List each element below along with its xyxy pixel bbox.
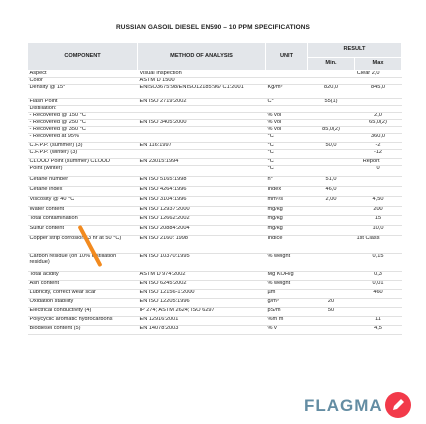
cell-result: Clear 2,0 bbox=[308, 71, 402, 78]
specifications-table bbox=[27, 42, 402, 335]
table-row bbox=[28, 299, 402, 308]
table-row bbox=[28, 71, 402, 78]
table-row bbox=[28, 326, 402, 335]
cell-min bbox=[308, 290, 355, 299]
cell-max: -12 bbox=[355, 150, 402, 159]
cell-component: Color bbox=[28, 78, 138, 85]
cell-unit: °C bbox=[266, 143, 308, 150]
cell-max: 360,0 bbox=[355, 134, 402, 143]
table-row bbox=[28, 272, 402, 281]
table-row bbox=[28, 106, 402, 113]
header-result: RESULT bbox=[308, 43, 402, 58]
cell-method: EN ISO 4264:1996 bbox=[138, 187, 266, 197]
table-row bbox=[28, 85, 402, 99]
cell-max: 0,01 bbox=[355, 281, 402, 290]
cell-component: CLOUD Point (summer) CLOUD bbox=[28, 159, 138, 166]
cell-unit: C° bbox=[266, 99, 308, 106]
cell-method bbox=[138, 127, 266, 134]
cell-unit: % weight bbox=[266, 254, 308, 272]
cell-unit: g/m³ bbox=[266, 299, 308, 308]
cell-min bbox=[308, 150, 355, 159]
cell-min bbox=[308, 120, 355, 127]
cell-max bbox=[355, 99, 402, 106]
cell-max: 845,0 bbox=[355, 85, 402, 99]
cell-method bbox=[138, 113, 266, 120]
table-row bbox=[28, 127, 402, 134]
cell-method: EN ISO 20884:2004 bbox=[138, 226, 266, 236]
cell-max: 10,0 bbox=[355, 226, 402, 236]
cell-max: 0,15 bbox=[355, 254, 402, 272]
cell-component: - Recovered @ 150 °C bbox=[28, 113, 138, 120]
watermark-text: FLAGMA bbox=[304, 396, 383, 415]
cell-min: 55(1) bbox=[308, 99, 355, 106]
cell-max bbox=[355, 106, 402, 113]
cell-unit: % v bbox=[266, 326, 308, 335]
cell-method: ENISO3675:98/ENISO12185:96/ C1:2001 bbox=[138, 85, 266, 99]
header-unit: UNIT bbox=[266, 43, 308, 71]
cell-unit: % weight bbox=[266, 281, 308, 290]
cell-min bbox=[308, 272, 355, 281]
cell-component: Ash content bbox=[28, 281, 138, 290]
cell-max bbox=[355, 308, 402, 317]
cell-unit: Index bbox=[266, 187, 308, 197]
cell-min: 50 bbox=[308, 308, 355, 317]
table-row bbox=[28, 290, 402, 299]
table-row bbox=[28, 254, 402, 272]
table-row bbox=[28, 308, 402, 317]
cell-min bbox=[308, 106, 355, 113]
cell-component: - Recovered @ 350 °C bbox=[28, 127, 138, 134]
cell-min: 20 bbox=[308, 299, 355, 308]
table-row bbox=[28, 159, 402, 166]
cell-method bbox=[138, 150, 266, 159]
table-row bbox=[28, 134, 402, 143]
cell-unit: °C bbox=[266, 159, 308, 166]
table-row bbox=[28, 166, 402, 177]
cell-component: Aspect bbox=[28, 71, 138, 78]
cell-unit: mg/kg bbox=[266, 216, 308, 226]
cell-unit bbox=[266, 106, 308, 113]
cell-component: Copper strip corrosion (3 hr at 50 °C) bbox=[28, 236, 138, 254]
cell-component: Cetane index bbox=[28, 187, 138, 197]
cell-method bbox=[138, 106, 266, 113]
cell-min bbox=[308, 317, 355, 326]
table-row bbox=[28, 120, 402, 127]
cell-method: EN ISO 12205:1996 bbox=[138, 299, 266, 308]
table-row bbox=[28, 78, 402, 85]
cell-method: EN ISO 3405:2000 bbox=[138, 120, 266, 127]
cell-method: EN ISO 12156-1:2000 bbox=[138, 290, 266, 299]
cell-unit: mg/kg bbox=[266, 207, 308, 216]
cell-component: Total acidity bbox=[28, 272, 138, 281]
cell-min bbox=[308, 78, 355, 85]
cell-min: 820,0 bbox=[308, 85, 355, 99]
cell-unit: µm bbox=[266, 290, 308, 299]
cell-component: - Recovered at 95% bbox=[28, 134, 138, 143]
cell-component: Viscosity @ 40 °C bbox=[28, 197, 138, 207]
header-method: METHOD OF ANALYSIS bbox=[138, 43, 266, 71]
cell-min bbox=[308, 326, 355, 335]
cell-component: Biodiesel content (5) bbox=[28, 326, 138, 335]
cell-min bbox=[308, 166, 355, 177]
cell-method: EN ISO 2719:2002 bbox=[138, 99, 266, 106]
cell-method: EN 116:1997 bbox=[138, 143, 266, 150]
cell-max: 2,0 bbox=[355, 113, 402, 120]
cell-component: C.F.P.P. (summer) (3) bbox=[28, 143, 138, 150]
cell-max: 0 bbox=[355, 166, 402, 177]
cell-unit: Indice bbox=[266, 236, 308, 254]
cell-component: Electrical conductivity (4) bbox=[28, 308, 138, 317]
table-row bbox=[28, 216, 402, 226]
cell-max bbox=[355, 177, 402, 187]
cell-max: 4,5 bbox=[355, 326, 402, 335]
cell-result: 1st Class bbox=[308, 236, 402, 254]
table-body bbox=[28, 71, 402, 335]
cell-min bbox=[308, 254, 355, 272]
cell-method: EN 23015:1994 bbox=[138, 159, 266, 166]
cell-max: 460 bbox=[355, 290, 402, 299]
cell-max: 200 bbox=[355, 207, 402, 216]
cell-component: Density @ 15° bbox=[28, 85, 138, 99]
table-row bbox=[28, 281, 402, 290]
cell-result: Report bbox=[308, 159, 402, 166]
cell-component: Point (winter) bbox=[28, 166, 138, 177]
cell-method: EN ISO 2160: 1998 bbox=[138, 236, 266, 254]
cell-unit: % vol bbox=[266, 120, 308, 127]
cell-method: ASTM D 974:2002 bbox=[138, 272, 266, 281]
table-row bbox=[28, 150, 402, 159]
cell-method: EN 14078:2003 bbox=[138, 326, 266, 335]
cell-max: -2 bbox=[355, 143, 402, 150]
cell-method: EN 12916:2001 bbox=[138, 317, 266, 326]
cell-max: 65,0(2) bbox=[355, 120, 402, 127]
cell-component: Carbon residue (on 10% distillation residue) bbox=[28, 254, 138, 272]
cell-min: 50,0 bbox=[308, 143, 355, 150]
cell-unit bbox=[266, 71, 308, 78]
cell-max bbox=[355, 78, 402, 85]
cell-method: EN ISO 10370:1995 bbox=[138, 254, 266, 272]
cell-method: EN ISO 5165:1998 bbox=[138, 177, 266, 187]
cell-min bbox=[308, 134, 355, 143]
cell-unit: Kg/m³ bbox=[266, 85, 308, 99]
cell-method bbox=[138, 166, 266, 177]
cell-method: EN ISO 12662:2002 bbox=[138, 216, 266, 226]
cell-min bbox=[308, 226, 355, 236]
cell-component: Distillation: bbox=[28, 106, 138, 113]
cell-min bbox=[308, 216, 355, 226]
cell-method: EN ISO 3104:1996 bbox=[138, 197, 266, 207]
document-title: RUSSIAN GASOIL DIESEL EN590 – 10 PPM SPECIFICATIONS bbox=[115, 24, 310, 31]
cell-component: Cetane number bbox=[28, 177, 138, 187]
cell-min bbox=[308, 113, 355, 120]
cell-min bbox=[308, 281, 355, 290]
cell-max: 0,3 bbox=[355, 272, 402, 281]
cell-component: Oxidation stability bbox=[28, 299, 138, 308]
cell-component: Flash Point bbox=[28, 99, 138, 106]
table-row bbox=[28, 197, 402, 207]
cell-method bbox=[138, 134, 266, 143]
cell-min: 2,00 bbox=[308, 197, 355, 207]
cell-max bbox=[355, 127, 402, 134]
cell-unit: °C bbox=[266, 134, 308, 143]
cell-component: Sulfur content bbox=[28, 226, 138, 236]
cell-min: 46,0 bbox=[308, 187, 355, 197]
cell-min: 51,0 bbox=[308, 177, 355, 187]
cell-method: EN ISO 12937:2000 bbox=[138, 207, 266, 216]
cell-unit: n° bbox=[266, 177, 308, 187]
table-row bbox=[28, 317, 402, 326]
pencil-icon bbox=[385, 392, 411, 418]
cell-method: IP 274; ASTM 2624; ISO 6297 bbox=[138, 308, 266, 317]
cell-component: - Recovered @ 250 °C bbox=[28, 120, 138, 127]
table-row bbox=[28, 143, 402, 150]
header-component: COMPONENT bbox=[28, 43, 138, 71]
cell-component: Water content bbox=[28, 207, 138, 216]
cell-unit: mm²/s bbox=[266, 197, 308, 207]
cell-unit: %m m bbox=[266, 317, 308, 326]
cell-max: 4,50 bbox=[355, 197, 402, 207]
cell-max bbox=[355, 187, 402, 197]
cell-unit bbox=[266, 78, 308, 85]
cell-unit: % vol bbox=[266, 113, 308, 120]
cell-method: ASTM D 1500 bbox=[138, 78, 266, 85]
cell-method: Visual Inspection bbox=[138, 71, 266, 78]
header-max: Max bbox=[355, 58, 402, 71]
cell-method: EN ISO 6245:2002 bbox=[138, 281, 266, 290]
table-row bbox=[28, 187, 402, 197]
cell-unit: pS/m bbox=[266, 308, 308, 317]
cell-unit: °C bbox=[266, 166, 308, 177]
cell-component: C.F.P.P. (winter) (3) bbox=[28, 150, 138, 159]
table-row bbox=[28, 207, 402, 216]
cell-min bbox=[308, 207, 355, 216]
cell-min: 85,0(2) bbox=[308, 127, 355, 134]
cell-component: Lubricity, correct wear scar bbox=[28, 290, 138, 299]
cell-unit: °C bbox=[266, 150, 308, 159]
table-row bbox=[28, 113, 402, 120]
header-min: Min. bbox=[308, 58, 355, 71]
table-row bbox=[28, 177, 402, 187]
cell-max bbox=[355, 299, 402, 308]
cell-component: Polycyclic aromatic hydrocarbons bbox=[28, 317, 138, 326]
cell-component: Total contamination bbox=[28, 216, 138, 226]
cell-max: 15 bbox=[355, 216, 402, 226]
cell-unit: Mg KOH/g bbox=[266, 272, 308, 281]
cell-unit: mg/kg bbox=[266, 226, 308, 236]
cell-max: 11 bbox=[355, 317, 402, 326]
table-row bbox=[28, 99, 402, 106]
cell-unit: % vol bbox=[266, 127, 308, 134]
